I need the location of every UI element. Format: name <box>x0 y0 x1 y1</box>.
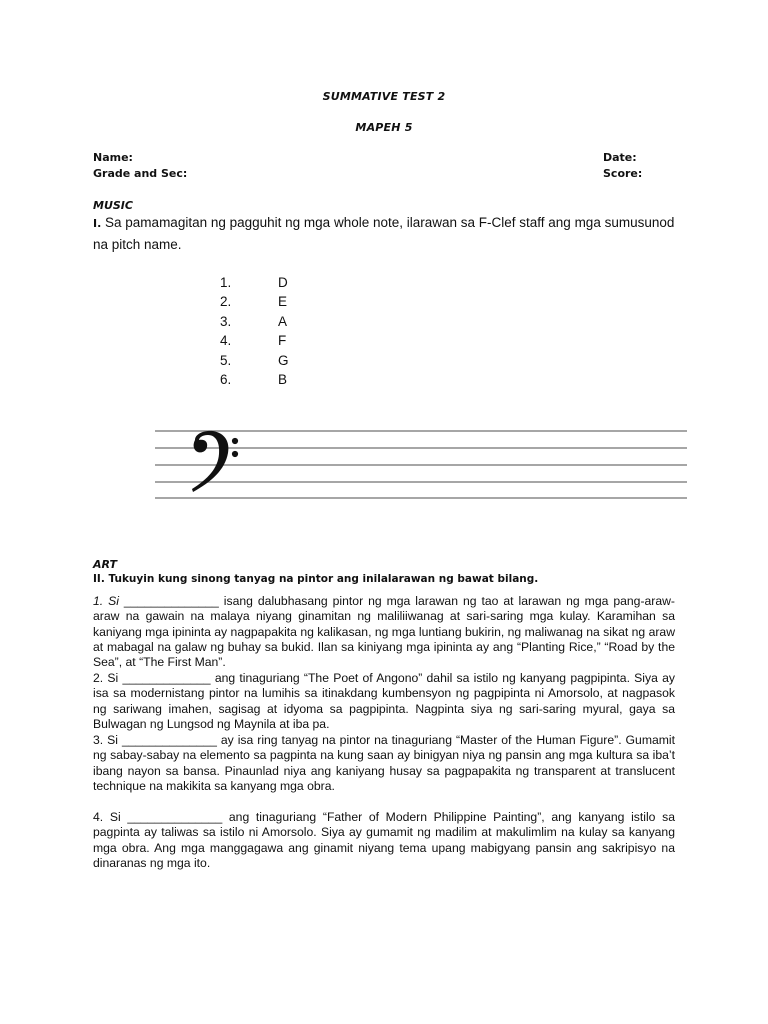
music-roman-numeral: I. <box>93 217 102 230</box>
pitch-name: D <box>278 275 288 290</box>
list-item <box>93 810 675 871</box>
music-instruction-text: Sa pamamagitan ng pagguhit ng mga whole note, ilarawan sa F-Clef staff ang mga sumusunod na pitch name. <box>93 215 675 252</box>
pitch-number: 6. <box>220 371 232 387</box>
bass-clef-icon <box>192 431 238 492</box>
grade-label: Grade and Sec: <box>93 167 188 180</box>
f-clef-staff <box>155 424 687 504</box>
item-text: Si _____________ ang tinaguriang “The Poet of Angono” dahil sa istilo ng kanyang pagpipinta. Siya ay isa sa modernistang pintor na lumihis sa itinakdang kumbensyon ng pagpipinta ni Amorsolo, at nagpasok ng sariwang imahen, sagisag at idyoma sa pagpipinta. Nagpinta siya ng sari-saring myural, gaya sa Bulwagan ng Lungsod ng Maynila at iba pa. <box>93 671 675 731</box>
item-number: 4. <box>93 810 104 824</box>
name-label: Name: <box>93 151 133 164</box>
item-text: ______________ isang dalubhasang pintor ng mga larawan ng tao at larawan ng mga pang-araw-araw na gawain na malaya niyang ginamitan ng maliliiwanag at sari-saring mga kulay. Karamihan sa kaniyang mga ipininta ay nagpapakita ng kalikasan, ng mga luntiang bukirin, ng maliwanag na sikat ng araw at mabagal na galaw ng buhay sa bukid. Ilan sa kiniyang mga ipininta ay ang “Planting Rice,” “Road by the Sea”, at “The First Man”. <box>93 594 675 670</box>
art-instruction: II. Tukuyin kung sinong tanyag na pintor ang inilalarawan ng bawat bilang. <box>93 573 539 585</box>
list-item <box>220 312 289 331</box>
score-label: Score: <box>603 167 643 180</box>
pitch-name: F <box>278 333 287 349</box>
date-label: Date: <box>603 151 637 164</box>
pitch-name: A <box>278 313 288 329</box>
list-item <box>93 733 675 794</box>
pitch-number: 4. <box>220 333 232 349</box>
pitch-number: 3. <box>220 313 232 329</box>
item-number: 1. Si <box>93 594 119 608</box>
pitch-number: 2. <box>220 294 232 310</box>
pitch-name: G <box>278 352 289 368</box>
item-number: 3. <box>93 733 104 747</box>
test-title: SUMMATIVE TEST 2 <box>322 90 446 103</box>
list-item <box>220 351 289 370</box>
list-item <box>220 273 289 292</box>
art-heading: ART <box>93 558 117 571</box>
pitch-number: 1. <box>220 275 232 290</box>
subject-title: MAPEH 5 <box>355 121 413 134</box>
item-text: Si ______________ ang tinaguriang “Father of Modern Philippine Painting”, ang kanyang istilo sa pagpinta ay taliwas sa istilo ni Amorsolo. Siya ay gumamit ng madilim at makulimlim na kulay sa kanyang mga obra. Ang mga manggagawa ang ginamit niyang tema upang mabigyang pansin ang sakripisyo na dinaranas ng mga ito. <box>93 810 675 870</box>
pitch-list <box>220 273 289 389</box>
music-heading: MUSIC <box>93 199 133 212</box>
list-item <box>93 594 675 670</box>
pitch-number: 5. <box>220 352 232 368</box>
pitch-name: E <box>278 294 288 310</box>
list-item <box>220 292 289 311</box>
music-instruction <box>93 212 683 255</box>
item-number: 2. <box>93 671 104 685</box>
pitch-name: B <box>278 371 288 387</box>
list-item <box>220 331 289 350</box>
list-item <box>93 671 675 732</box>
item-text: Si ______________ ay isa ring tanyag na pintor na tinaguriang “Master of the Human Figure”. Gumamit ng sabay-sabay na elemento sa pagpinta na kung saan ay binigyan niya ng pansin ang mga kultura sa iba’t ibang nayon sa bansa. Pinaunlad niya ang kaniyang husay sa pagpapakita ng transparent at translucent technique na makikita sa kanyang mga obra. <box>93 733 675 793</box>
list-item <box>220 370 289 389</box>
